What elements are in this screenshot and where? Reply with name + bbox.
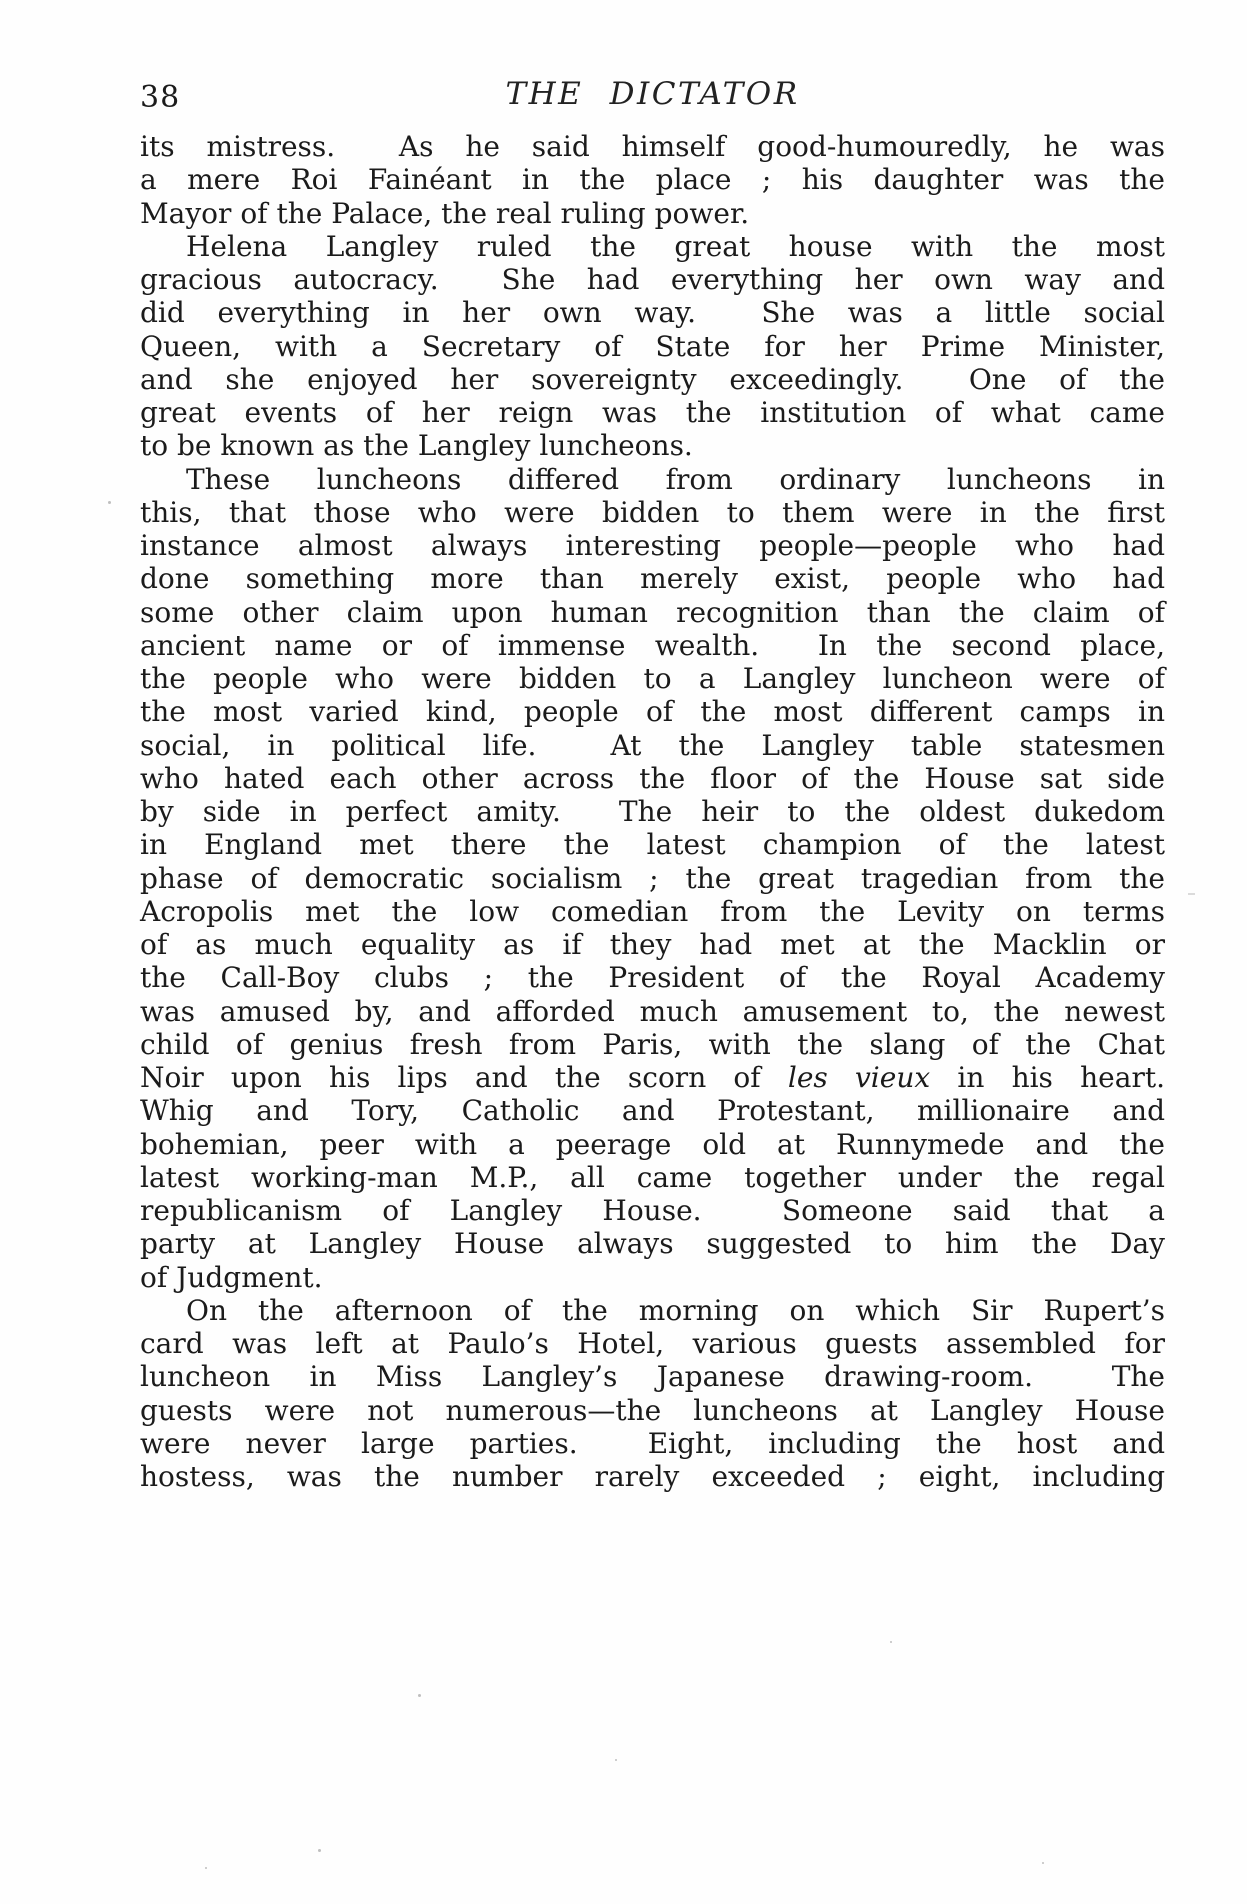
text-line	[140, 1161, 1165, 1194]
text-segment: Helena Langley ruled the great house with the most	[186, 229, 1165, 263]
text-line	[140, 1327, 1165, 1360]
text-line	[140, 197, 1165, 230]
paragraph	[140, 1294, 1165, 1494]
text-line	[140, 330, 1165, 363]
text-line	[140, 928, 1165, 961]
running-title: THE DICTATOR	[505, 76, 800, 112]
text-segment: gracious autocracy. She had everything her own way and	[140, 263, 1165, 296]
scan-speck	[108, 501, 111, 504]
text-line	[140, 762, 1165, 795]
text-segment: and she enjoyed her sovereignty exceedingly. One of the	[140, 362, 1165, 396]
text-line	[140, 1061, 1165, 1094]
text-line	[140, 828, 1165, 861]
text-segment: republicanism of Langley House. Someone said that a	[140, 1194, 1165, 1227]
text-segment: phase of democratic socialism ; the great tragedian from the	[140, 861, 1165, 895]
text-line	[140, 1128, 1165, 1161]
text-segment: Whig and Tory, Catholic and Protestant, millionaire and	[140, 1094, 1165, 1128]
text-segment: luncheon in Miss Langley’s Japanese drawing-room. The	[140, 1360, 1165, 1394]
text-segment: in England met there the latest champion of the latest	[140, 828, 1165, 862]
paragraph	[140, 230, 1165, 463]
text-line	[140, 1294, 1165, 1327]
text-line	[140, 296, 1165, 329]
text-line	[140, 562, 1165, 595]
text-segment: the Call-Boy clubs ; the President of the Royal Academy	[140, 961, 1165, 995]
text-segment: Mayor of the Palace, the real ruling power.	[140, 196, 750, 230]
text-segment: were never large parties. Eight, including the host and	[140, 1426, 1165, 1460]
paragraph	[140, 130, 1165, 230]
text-segment: party at Langley House always suggested to him the Day	[140, 1227, 1165, 1261]
text-segment: a mere Roi Fainéant in the place ; his daughter was the	[140, 163, 1165, 197]
text-line	[140, 995, 1165, 1028]
scan-speck	[615, 1759, 617, 1761]
text-line	[140, 1261, 1165, 1294]
text-line	[140, 496, 1165, 529]
text-segment: did everything in her own way. She was a little social	[140, 296, 1165, 330]
text-segment: its mistress. As he said himself good-humouredly, he was	[140, 130, 1165, 163]
text-segment: to be known as the Langley luncheons.	[140, 429, 693, 463]
text-line	[140, 263, 1165, 296]
text-segment: of Judgment.	[140, 1260, 323, 1294]
text-segment: by side in perfect amity. The heir to the oldest dukedom	[140, 795, 1165, 828]
text-segment: social, in political life. At the Langley table statesmen	[140, 728, 1165, 762]
text-line	[140, 695, 1165, 728]
text-segment: who hated each other across the floor of the House sat side	[140, 761, 1165, 795]
text-segment: bohemian, peer with a peerage old at Runnymede and the	[140, 1127, 1165, 1161]
text-segment: done something more than merely exist, people who had	[140, 562, 1165, 596]
text-segment: some other claim upon human recognition than the claim of	[140, 595, 1165, 629]
text-line	[140, 1028, 1165, 1061]
text-line	[140, 1427, 1165, 1460]
text-line	[140, 862, 1165, 895]
text-segment: Noir upon his lips and the scorn of	[140, 1061, 788, 1094]
text-line	[140, 429, 1165, 462]
text-segment: guests were not numerous—the luncheons at Langley House	[140, 1393, 1165, 1427]
paragraph	[140, 463, 1165, 1294]
text-line	[140, 729, 1165, 762]
text-segment: in his heart.	[930, 1061, 1165, 1094]
text-segment: ancient name or of immense wealth. In the second place,	[140, 628, 1165, 662]
scan-speck	[205, 1867, 207, 1869]
page-number: 38	[140, 80, 181, 115]
text-line	[140, 895, 1165, 928]
text-line	[140, 130, 1165, 163]
scan-speck	[1042, 1862, 1044, 1864]
italic-text: les vieux	[787, 1061, 931, 1094]
text-line	[140, 1394, 1165, 1427]
text-segment: hostess, was the number rarely exceeded ; eight, including	[140, 1460, 1165, 1493]
text-segment: of as much equality as if they had met at the Macklin or	[140, 928, 1165, 961]
text-segment: was amused by, and afforded much amusement to, the newest	[140, 994, 1165, 1028]
text-segment: the people who were bidden to a Langley luncheon were of	[140, 662, 1165, 695]
scan-speck	[1188, 893, 1195, 895]
text-segment: great events of her reign was the institution of what came	[140, 396, 1165, 429]
text-block	[140, 130, 1165, 1493]
text-line	[140, 1360, 1165, 1393]
text-line	[140, 1460, 1165, 1493]
text-line	[140, 1094, 1165, 1127]
text-line	[140, 396, 1165, 429]
text-line	[140, 596, 1165, 629]
text-line	[140, 961, 1165, 994]
page-header	[140, 76, 1165, 120]
text-segment: the most varied kind, people of the most different camps in	[140, 695, 1165, 729]
text-line	[140, 463, 1165, 496]
text-line	[140, 230, 1165, 263]
text-segment: child of genius fresh from Paris, with the slang of the Chat	[140, 1027, 1165, 1061]
scan-speck	[418, 1694, 421, 1697]
text-segment: Queen, with a Secretary of State for her Prime Minister,	[140, 329, 1165, 363]
text-segment: instance almost always interesting people—people who had	[140, 529, 1165, 562]
text-line	[140, 529, 1165, 562]
text-segment: latest working-man M.P., all came together under the regal	[140, 1160, 1165, 1194]
scan-speck	[890, 1641, 892, 1643]
text-segment: On the afternoon of the morning on which Sir Rupert’s	[186, 1293, 1165, 1327]
text-line	[140, 1194, 1165, 1227]
text-segment: card was left at Paulo’s Hotel, various guests assembled for	[140, 1327, 1165, 1360]
text-segment: this, that those who were bidden to them were in the first	[140, 495, 1165, 529]
scan-speck	[318, 1849, 321, 1852]
text-line	[140, 363, 1165, 396]
text-line	[140, 163, 1165, 196]
text-line	[140, 662, 1165, 695]
text-line	[140, 795, 1165, 828]
text-segment: Acropolis met the low comedian from the Levity on terms	[140, 894, 1165, 928]
text-line	[140, 629, 1165, 662]
text-segment: These luncheons differed from ordinary luncheons in	[186, 462, 1165, 496]
text-line	[140, 1227, 1165, 1260]
